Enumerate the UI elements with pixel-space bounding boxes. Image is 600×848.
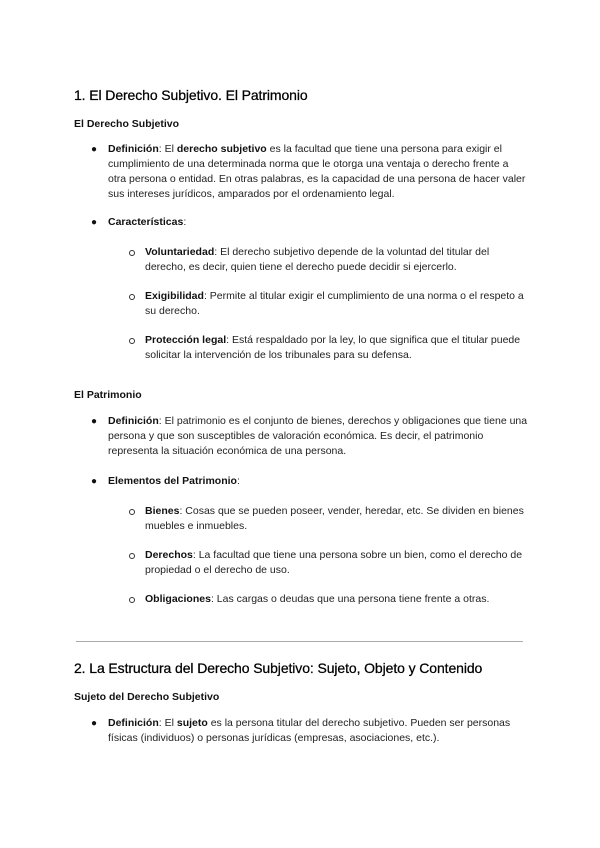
item-label: Exigibilidad — [145, 290, 204, 302]
definicion-text: es la facultad que tiene una persona para exigir el cumplimiento de una determinada norma que le otorga una ventaja o derecho frente a otra persona o entidad. En otras palabras, es la capacidad de una persona de hacer valer sus intereses jurídicos, amparados por el ordenamiento legal. — [108, 143, 526, 200]
elementos-heading — [108, 474, 528, 489]
bullet-dot: ● — [91, 476, 98, 487]
definicion-label: Definición — [108, 717, 159, 729]
caracteristicas-colon: : — [183, 216, 187, 228]
section-1-title: 1. El Derecho Subjetivo. El Patrimonio — [74, 87, 308, 103]
section-2-title: 2. La Estructura del Derecho Subjetivo: Sujeto, Objeto y Contenido — [74, 660, 483, 676]
caracteristica-voluntariedad — [145, 245, 525, 275]
definicion-term: sujeto — [176, 717, 208, 729]
definicion-patrimonio — [108, 414, 528, 459]
definicion-text: : El patrimonio es el conjunto de bienes, derechos y obligaciones que tiene una persona y que son susceptibles de valoración económica. Es decir, el patrimonio representa la situación económica de una persona. — [108, 415, 528, 457]
item-text: : Está respaldado por la ley, lo que significa que el titular puede solicitar la intervención de los tribunales para su defensa. — [145, 334, 521, 361]
sub-bullet-circle — [129, 250, 135, 256]
item-text: : Permite al titular exigir el cumplimiento de una norma o el respeto a su derecho. — [145, 290, 524, 317]
sub-bullet-circle — [129, 294, 135, 300]
caracteristica-proteccion-legal — [145, 333, 525, 363]
definicion-label: Definición — [108, 415, 159, 427]
elementos-label: Elementos del Patrimonio — [108, 475, 237, 487]
item-text: : El derecho subjetivo depende de la voluntad del titular del derecho, es decir, quien tiene el derecho puede decidir si ejercerlo. — [145, 246, 490, 273]
item-label: Obligaciones — [145, 593, 211, 605]
sub-bullet-circle — [129, 338, 135, 344]
item-label: Protección legal — [145, 334, 227, 346]
elemento-derechos — [145, 548, 525, 578]
item-text: : Las cargas o deudas que una persona tiene frente a otras. — [210, 593, 490, 605]
definicion-derecho-subjetivo — [108, 142, 528, 202]
sub-bullet-circle — [129, 553, 135, 559]
item-text: : Cosas que se pueden poseer, vender, heredar, etc. Se dividen en bienes muebles e inmuebles. — [145, 505, 524, 532]
sub-bullet-circle — [129, 597, 135, 603]
bullet-dot: ● — [91, 416, 98, 427]
item-label: Derechos — [145, 549, 193, 561]
bullet-dot: ● — [91, 718, 98, 729]
elemento-bienes — [145, 504, 525, 534]
definicion-pre: : El — [158, 143, 177, 155]
subheading-derecho-subjetivo: El Derecho Subjetivo — [74, 118, 180, 130]
definicion-term: derecho subjetivo — [176, 143, 267, 155]
caracteristicas-label: Características — [108, 216, 184, 228]
horizontal-rule — [76, 641, 523, 642]
subheading-sujeto: Sujeto del Derecho Subjetivo — [74, 691, 220, 703]
item-label: Bienes — [145, 505, 180, 517]
bullet-dot: ● — [91, 144, 98, 155]
bullet-dot: ● — [91, 217, 98, 228]
definicion-pre: : El — [158, 717, 177, 729]
caracteristicas-heading — [108, 215, 528, 230]
item-label: Voluntariedad — [145, 246, 215, 258]
caracteristica-exigibilidad — [145, 289, 525, 319]
definicion-label: Definición — [108, 143, 159, 155]
sub-bullet-circle — [129, 509, 135, 515]
elemento-obligaciones — [145, 592, 525, 607]
item-text: : La facultad que tiene una persona sobre un bien, como el derecho de propiedad o el derecho de uso. — [145, 549, 523, 576]
subheading-patrimonio: El Patrimonio — [74, 389, 142, 401]
elementos-colon: : — [236, 475, 240, 487]
definicion-text: es la persona titular del derecho subjetivo. Pueden ser personas físicas (individuos) o personas jurídicas (empresas, asociaciones, etc.). — [108, 717, 511, 744]
definicion-sujeto — [108, 716, 528, 746]
